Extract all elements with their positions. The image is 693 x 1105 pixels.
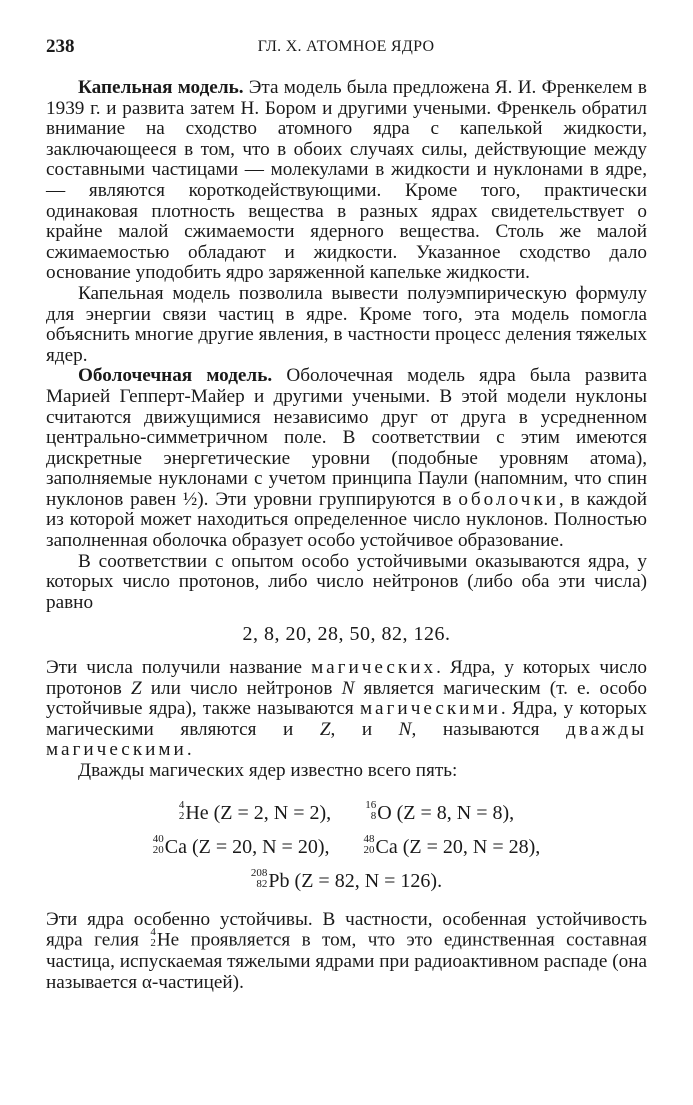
helium-inline-symbol: He bbox=[156, 929, 180, 951]
he4-charge: 2 bbox=[178, 810, 185, 822]
ca48-charge: 20 bbox=[363, 844, 375, 856]
nuclide-line-3 bbox=[46, 864, 647, 898]
paragraph-drop-model-results bbox=[46, 284, 647, 366]
ca40-symbol: Ca bbox=[164, 835, 187, 858]
helium-inline-mass: 4 bbox=[150, 926, 156, 939]
paragraph-magic-definition bbox=[46, 658, 647, 761]
magic-intro-text: В соответствии с опытом особо устойчивыми оказываются ядра, у которых число протонов, либо число нейтронов (либо оба эти числа) равно bbox=[46, 550, 647, 613]
helium-inline-indices bbox=[150, 927, 156, 949]
o16-isotope-indices bbox=[365, 800, 376, 822]
magic-def-text-h: . bbox=[186, 739, 192, 761]
shells-term: оболочки bbox=[458, 488, 559, 510]
ca40-params: (Z = 20, N = 20), bbox=[186, 835, 330, 858]
he4-params: (Z = 2, N = 2), bbox=[208, 801, 332, 824]
magic-def-text-b: . Ядра, у которых число протонов bbox=[46, 657, 647, 699]
shell-model-text-c: , в каждой из которой может находиться определенное число нуклонов. Полностью заполненная оболочка образует особо устойчивое образование. bbox=[46, 488, 647, 552]
n-symbol-2: N bbox=[398, 718, 412, 740]
magic-def-text-a: Эти числа получили название bbox=[46, 657, 312, 679]
z-symbol: Z bbox=[130, 677, 142, 699]
magic-def-text-f: , и bbox=[330, 718, 399, 740]
pb208-symbol: Pb bbox=[268, 869, 290, 892]
ca48-symbol: Ca bbox=[375, 835, 398, 858]
page-number: 238 bbox=[46, 36, 75, 57]
nuclide-line-2 bbox=[46, 830, 647, 864]
body-text bbox=[46, 78, 647, 993]
spin-value: ½ bbox=[182, 488, 198, 510]
helium-inline-charge: 2 bbox=[150, 937, 156, 950]
doubly-magic-text: Дважды магических ядер известно всего пять: bbox=[78, 760, 458, 781]
doubly-magic-nuclides bbox=[46, 796, 647, 898]
he4-symbol: He bbox=[185, 801, 209, 824]
magic-def-text-e: . Ядра, у которых магическими являются и bbox=[46, 698, 647, 740]
pb208-mass: 208 bbox=[250, 867, 268, 879]
pb208-params: (Z = 82, N = 126). bbox=[289, 869, 443, 892]
shell-model-text-b: ). Эти уровни группируются в bbox=[197, 488, 459, 510]
o16-symbol: O bbox=[377, 801, 392, 824]
paragraph-doubly-magic bbox=[46, 761, 647, 782]
drop-model-results-text: Капельная модель позволила вывести полуэмпирическую формулу для энергии связи частиц в ядре. Кроме того, эта модель помогла объяснить многие другие явления, в частности процесс деления тяжелых ядер. bbox=[46, 282, 647, 366]
o16-charge: 8 bbox=[370, 810, 377, 822]
nuclide-o16 bbox=[365, 796, 514, 830]
magic-def-text-c: или число нейтронов bbox=[141, 677, 342, 699]
paragraph-magic-intro bbox=[46, 552, 647, 614]
magic-term: магических bbox=[311, 657, 437, 679]
z-symbol-2: Z bbox=[319, 718, 331, 740]
pb208-isotope-indices bbox=[251, 868, 268, 890]
drop-model-title: Капельная модель. bbox=[78, 77, 244, 98]
magic-numbers-formula: 2, 8, 20, 28, 50, 82, 126. bbox=[242, 623, 451, 646]
page-header bbox=[46, 36, 646, 58]
ca48-isotope-indices bbox=[364, 834, 375, 856]
n-symbol: N bbox=[341, 677, 355, 699]
shell-model-title: Оболочечная модель. bbox=[78, 365, 273, 387]
magic-term-plural: магическими bbox=[360, 698, 501, 720]
he4-isotope-indices bbox=[179, 800, 185, 822]
helium-text-a: Эти ядра особенно устойчивы. В частности, особенная устойчивость ядра гелия bbox=[46, 908, 647, 951]
doubly-magic-term: дважды магическими bbox=[46, 718, 648, 761]
paragraph-helium-stability bbox=[46, 910, 647, 994]
nuclide-pb208 bbox=[251, 864, 442, 898]
running-head: ГЛ. X. АТОМНОЕ ЯДРО bbox=[257, 38, 435, 55]
drop-model-text: Эта модель была предложена Я. И. Френкелем в 1939 г. и развита затем Н. Бором и другими учеными. Френкель обратил внимание на сходство атомного ядра с капелькой жидкости, заключающееся в том, что в обоих случаях силы, действующие между составными частицами — молекулами в жидкости и нуклонами в ядре, — являются короткодействующими. Кроме того, практически одинаковая плотность вещества в разных ядрах свидетельствует о крайне малой сжимаемости ядерного вещества. Столь же малой сжимаемостью обладают и жидкости. Указанное сходство дало основание уподобить ядро заряженной капельке жидкости. bbox=[46, 77, 647, 284]
magic-def-text-d: является магическим (т. е. особо устойчивые ядра), также называются bbox=[46, 677, 647, 720]
o16-mass: 16 bbox=[365, 799, 377, 811]
ca40-isotope-indices bbox=[153, 834, 164, 856]
ca48-mass: 48 bbox=[363, 833, 375, 845]
pb208-charge: 82 bbox=[256, 878, 268, 890]
ca40-mass: 40 bbox=[152, 833, 164, 845]
nuclide-line-1 bbox=[46, 796, 647, 830]
magic-def-text-g: , называются bbox=[411, 718, 567, 740]
o16-params: (Z = 8, N = 8), bbox=[391, 801, 515, 824]
paragraph-shell-model bbox=[46, 366, 647, 551]
ca40-charge: 20 bbox=[152, 844, 164, 856]
helium-inline-nuclide bbox=[150, 926, 180, 952]
he4-mass: 4 bbox=[178, 799, 185, 811]
ca48-params: (Z = 20, N = 28), bbox=[397, 835, 541, 858]
nuclide-ca48 bbox=[364, 830, 541, 864]
nuclide-he4 bbox=[179, 796, 331, 830]
nuclide-ca40 bbox=[153, 830, 330, 864]
paragraph-drop-model bbox=[46, 78, 647, 284]
shell-model-text-a: Оболочечная модель ядра была развита Марией Гепперт-Майер и другими учеными. В этой модели нуклоны считаются движущимися независимо друг от друга в усредненном центрально-симметричном поле. В соответствии с этим имеются дискретные энергетические уровни (подобные уровням атома), заполняемые нуклонами с учетом принципа Паули (напомним, что спин нуклонов равен bbox=[46, 365, 648, 510]
helium-text-b: проявляется в том, что это единственная составная частица, испускаемая тяжелыми ядрами при радиоактивном распаде (она называется α-частицей). bbox=[46, 929, 648, 993]
